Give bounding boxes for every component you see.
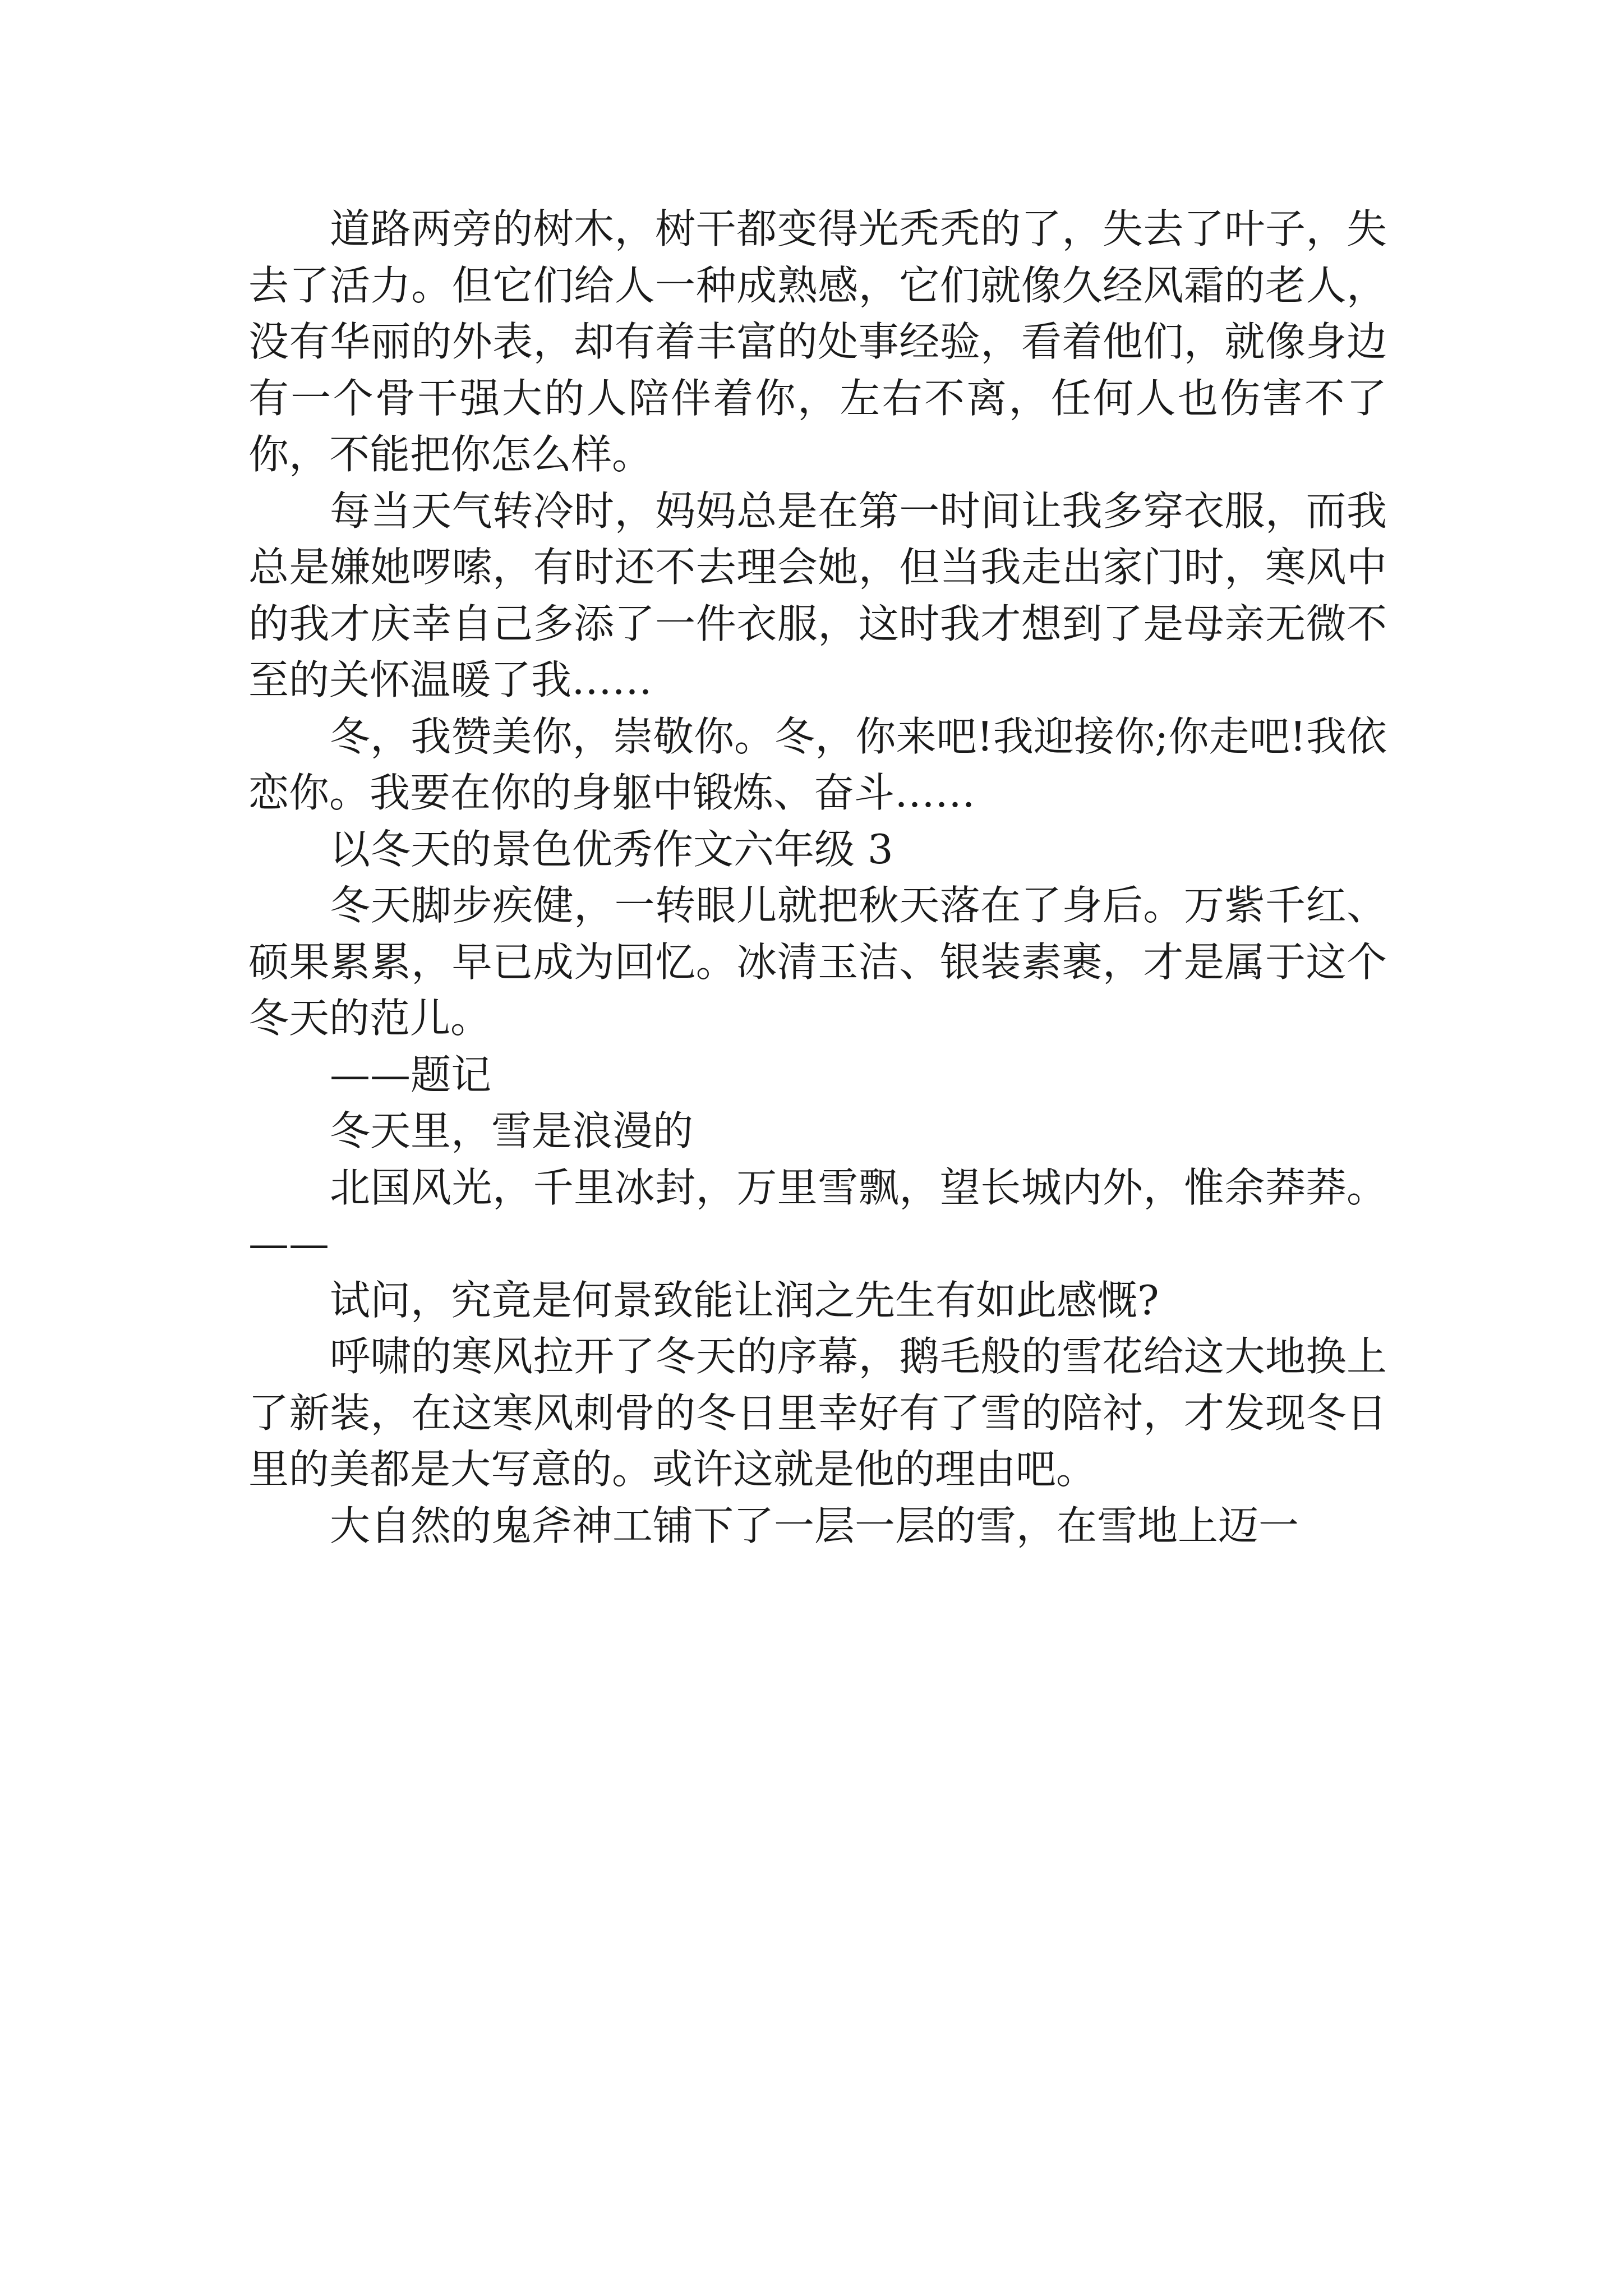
paragraph-7: 呼啸的寒风拉开了冬天的序幕，鹅毛般的雪花给这大地换上了新装，在这寒风刺骨的冬日里幸好有了雪的陪衬，才发现冬日里的美都是大写意的。或许这就是他的理由吧。 [248,1333,1387,1493]
epigraph-attribution: ——题记 [330,1051,492,1098]
paragraph-8: 大自然的鬼斧神工铺下了一层一层的雪，在雪地上迈一 [330,1502,1299,1549]
paragraph-6: 试问，究竟是何景致能让润之先生有如此感慨? [330,1276,1159,1324]
subheading: 冬天里，雪是浪漫的 [330,1107,694,1154]
document-body [248,201,1387,1554]
paragraph-1: 道路两旁的树木，树干都变得光秃秃的了，失去了叶子，失去了活力。但它们给人一种成熟感，它们就像久经风霜的老人，没有华丽的外表，却有着丰富的处事经验，看着他们，就像身边有一个骨干强大的人陪伴着你，左右不离，任何人也伤害不了你，不能把你怎么样。 [248,205,1387,478]
paragraph-3: 冬，我赞美你，崇敬你。冬，你来吧!我迎接你;你走吧!我依恋你。我要在你的身躯中锻炼、奋斗…… [248,712,1387,816]
paragraph-4: 冬天脚步疾健，一转眼儿就把秋天落在了身后。万紫千红、硕果累累，早已成为回忆。冰清玉洁、银装素裹，才是属于这个冬天的范儿。 [248,882,1387,1042]
paragraph-2: 每当天气转冷时，妈妈总是在第一时间让我多穿衣服，而我总是嫌她啰嗦，有时还不去理会她，但当我走出家门时，寒风中的我才庆幸自己多添了一件衣服，这时我才想到了是母亲无微不至的关怀温暖了我…… [248,487,1387,703]
paragraph-5: 北国风光，千里冰封，万里雪飘，望长城内外，惟余莽莽。—— [248,1163,1387,1267]
section-heading: 以冬天的景色优秀作文六年级 3 [330,825,893,873]
